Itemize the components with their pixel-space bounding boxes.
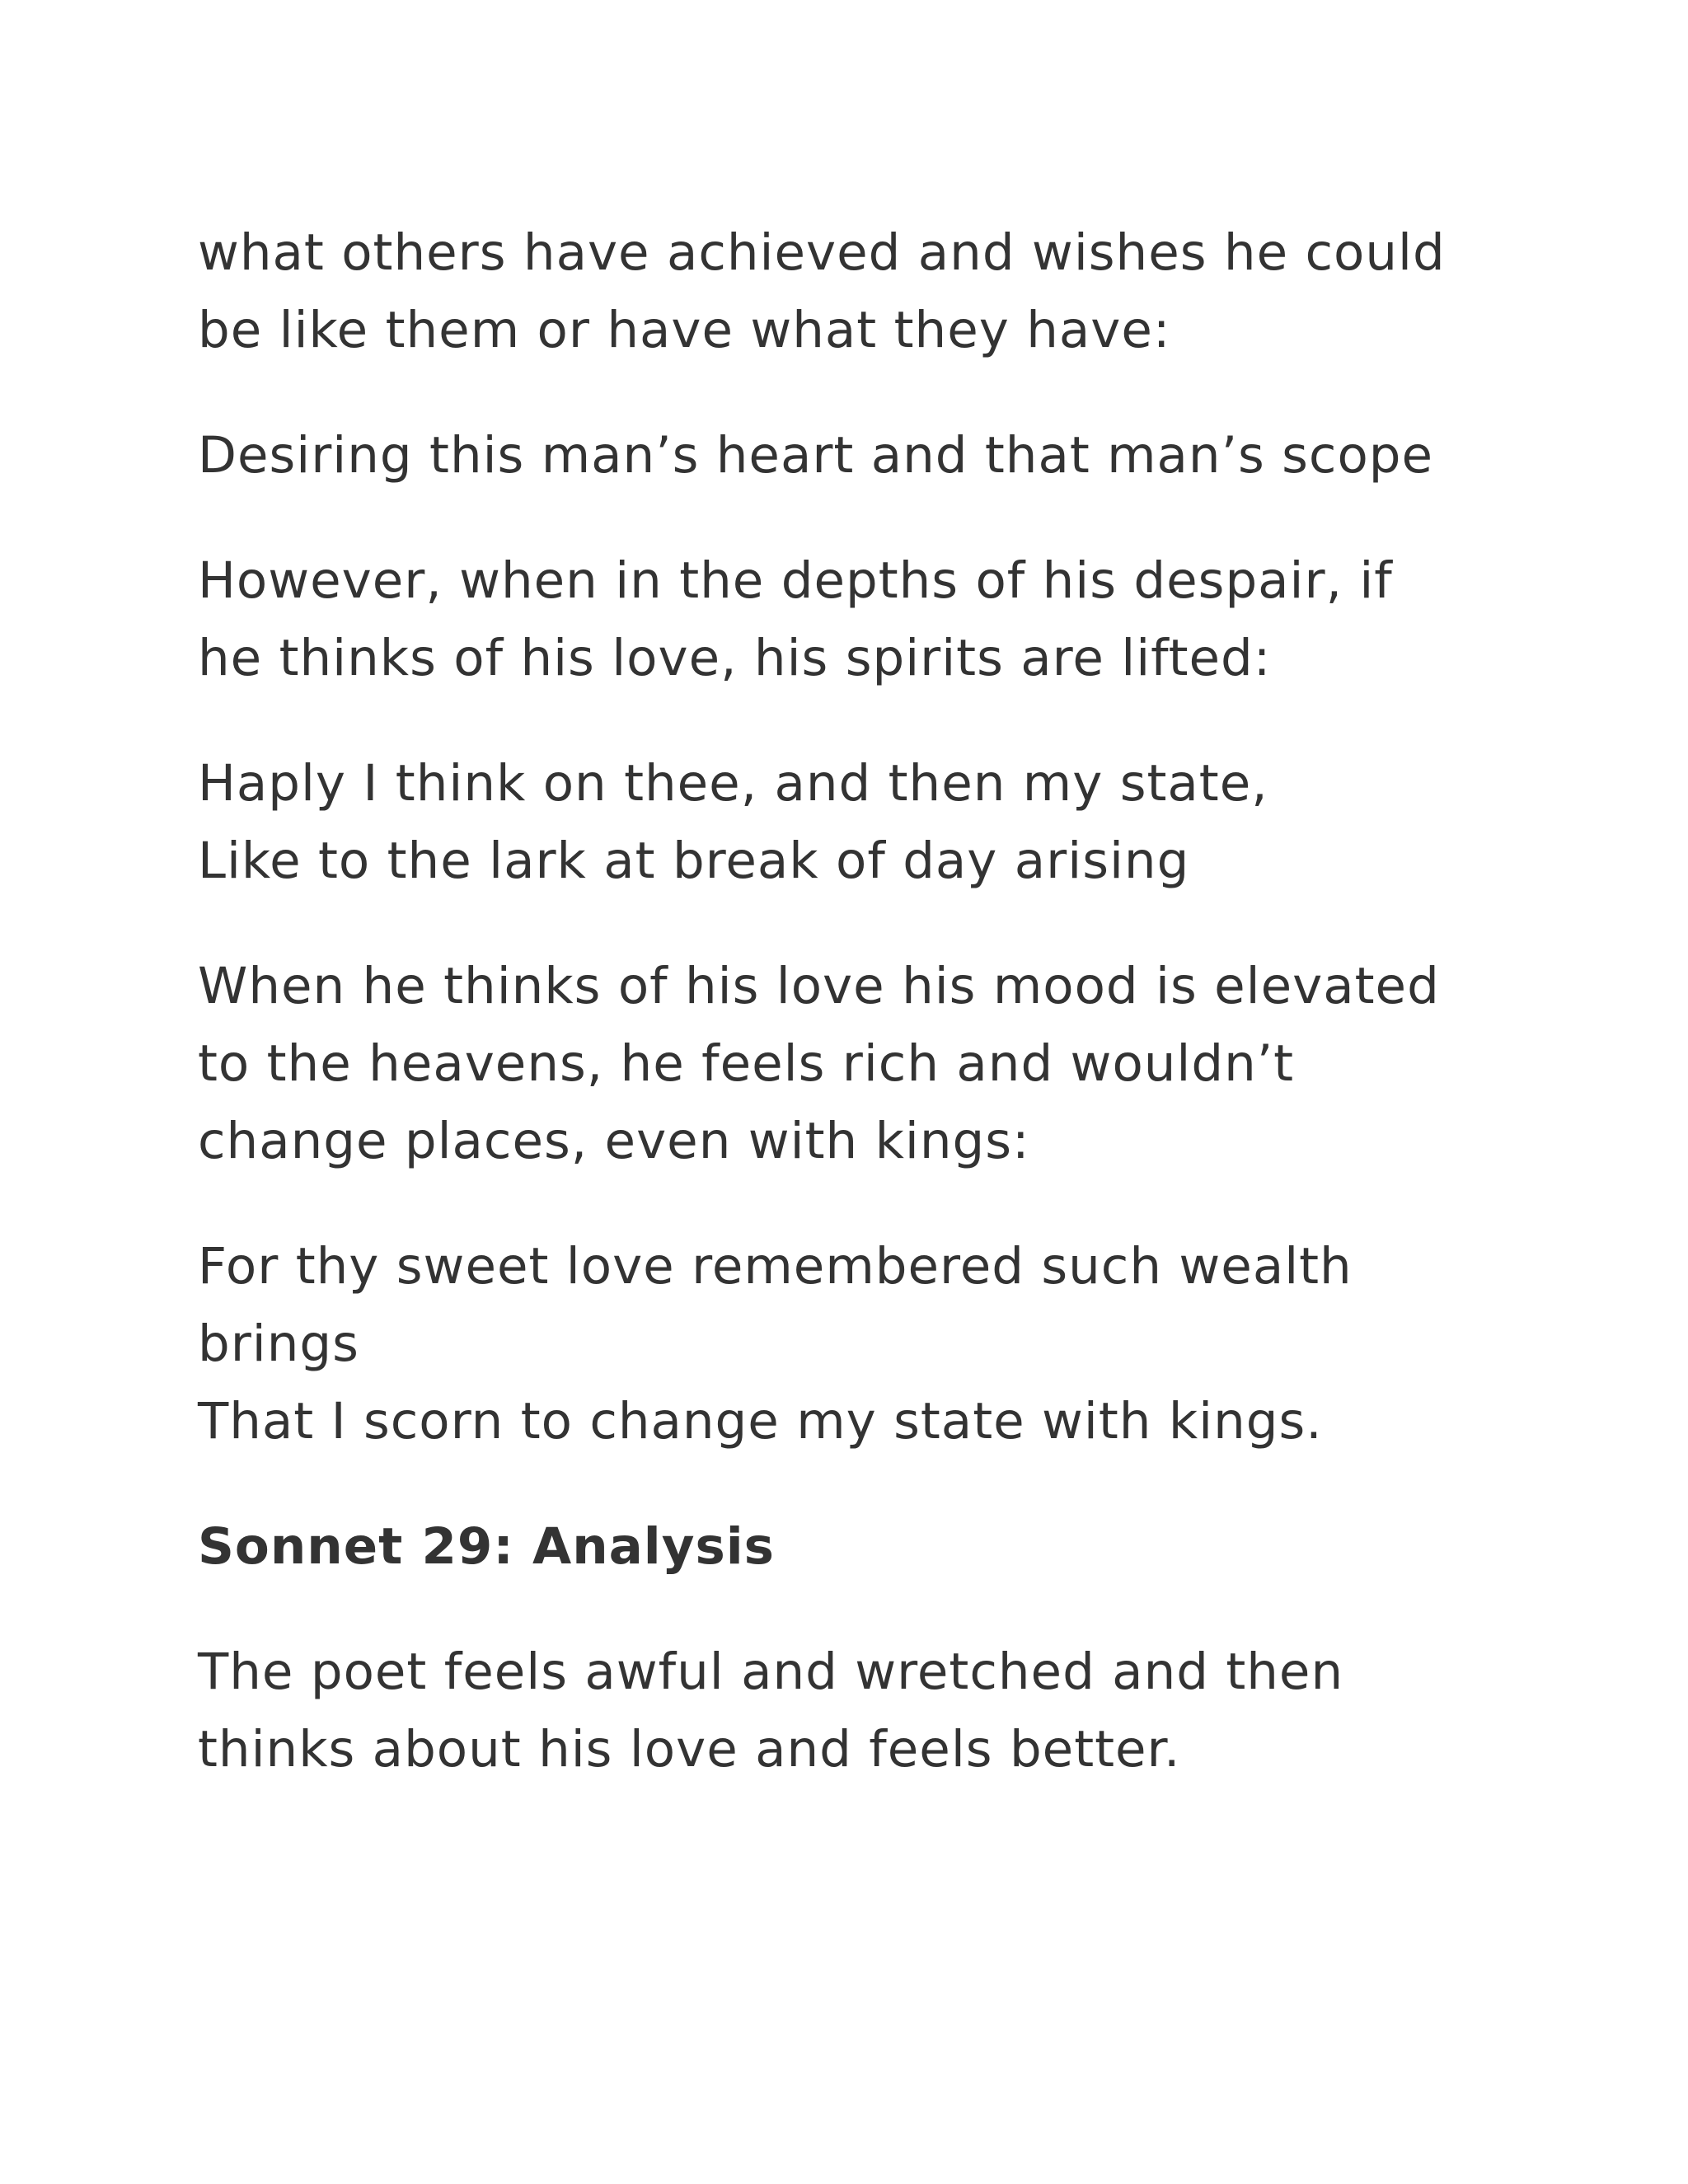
text-line: However, when in the depths of his despair, if bbox=[198, 551, 1393, 610]
text-line: The poet feels awful and wretched and then bbox=[198, 1643, 1344, 1701]
mood-paragraph bbox=[198, 948, 1550, 1180]
text-line: be like them or have what they have: bbox=[198, 301, 1171, 359]
quote-line: Like to the lark at break of day arising bbox=[198, 832, 1190, 890]
quote-line: brings bbox=[198, 1315, 359, 1373]
quote-desiring bbox=[198, 417, 1550, 494]
text-line: thinks about his love and feels better. bbox=[198, 1720, 1181, 1779]
text-line: he thinks of his love, his spirits are lifted: bbox=[198, 629, 1272, 687]
quote-sweet-love bbox=[198, 1228, 1550, 1460]
analysis-paragraph bbox=[198, 1633, 1550, 1788]
intro-paragraph bbox=[198, 214, 1550, 369]
section-heading: Sonnet 29: Analysis bbox=[198, 1517, 775, 1576]
text-line: what others have achieved and wishes he could bbox=[198, 223, 1446, 282]
document-body bbox=[198, 214, 1550, 1836]
quote-line: That I scorn to change my state with kings. bbox=[198, 1392, 1323, 1451]
quote-line: Desiring this man’s heart and that man’s scope bbox=[198, 426, 1434, 485]
text-line: When he thinks of his love his mood is elevated bbox=[198, 957, 1440, 1015]
despair-paragraph bbox=[198, 542, 1550, 697]
quote-line: For thy sweet love remembered such wealth bbox=[198, 1237, 1353, 1296]
quote-haply bbox=[198, 745, 1550, 900]
text-line: change places, even with kings: bbox=[198, 1112, 1030, 1170]
text-line: to the heavens, he feels rich and wouldn’t bbox=[198, 1034, 1295, 1093]
quote-line: Haply I think on thee, and then my state, bbox=[198, 754, 1268, 813]
